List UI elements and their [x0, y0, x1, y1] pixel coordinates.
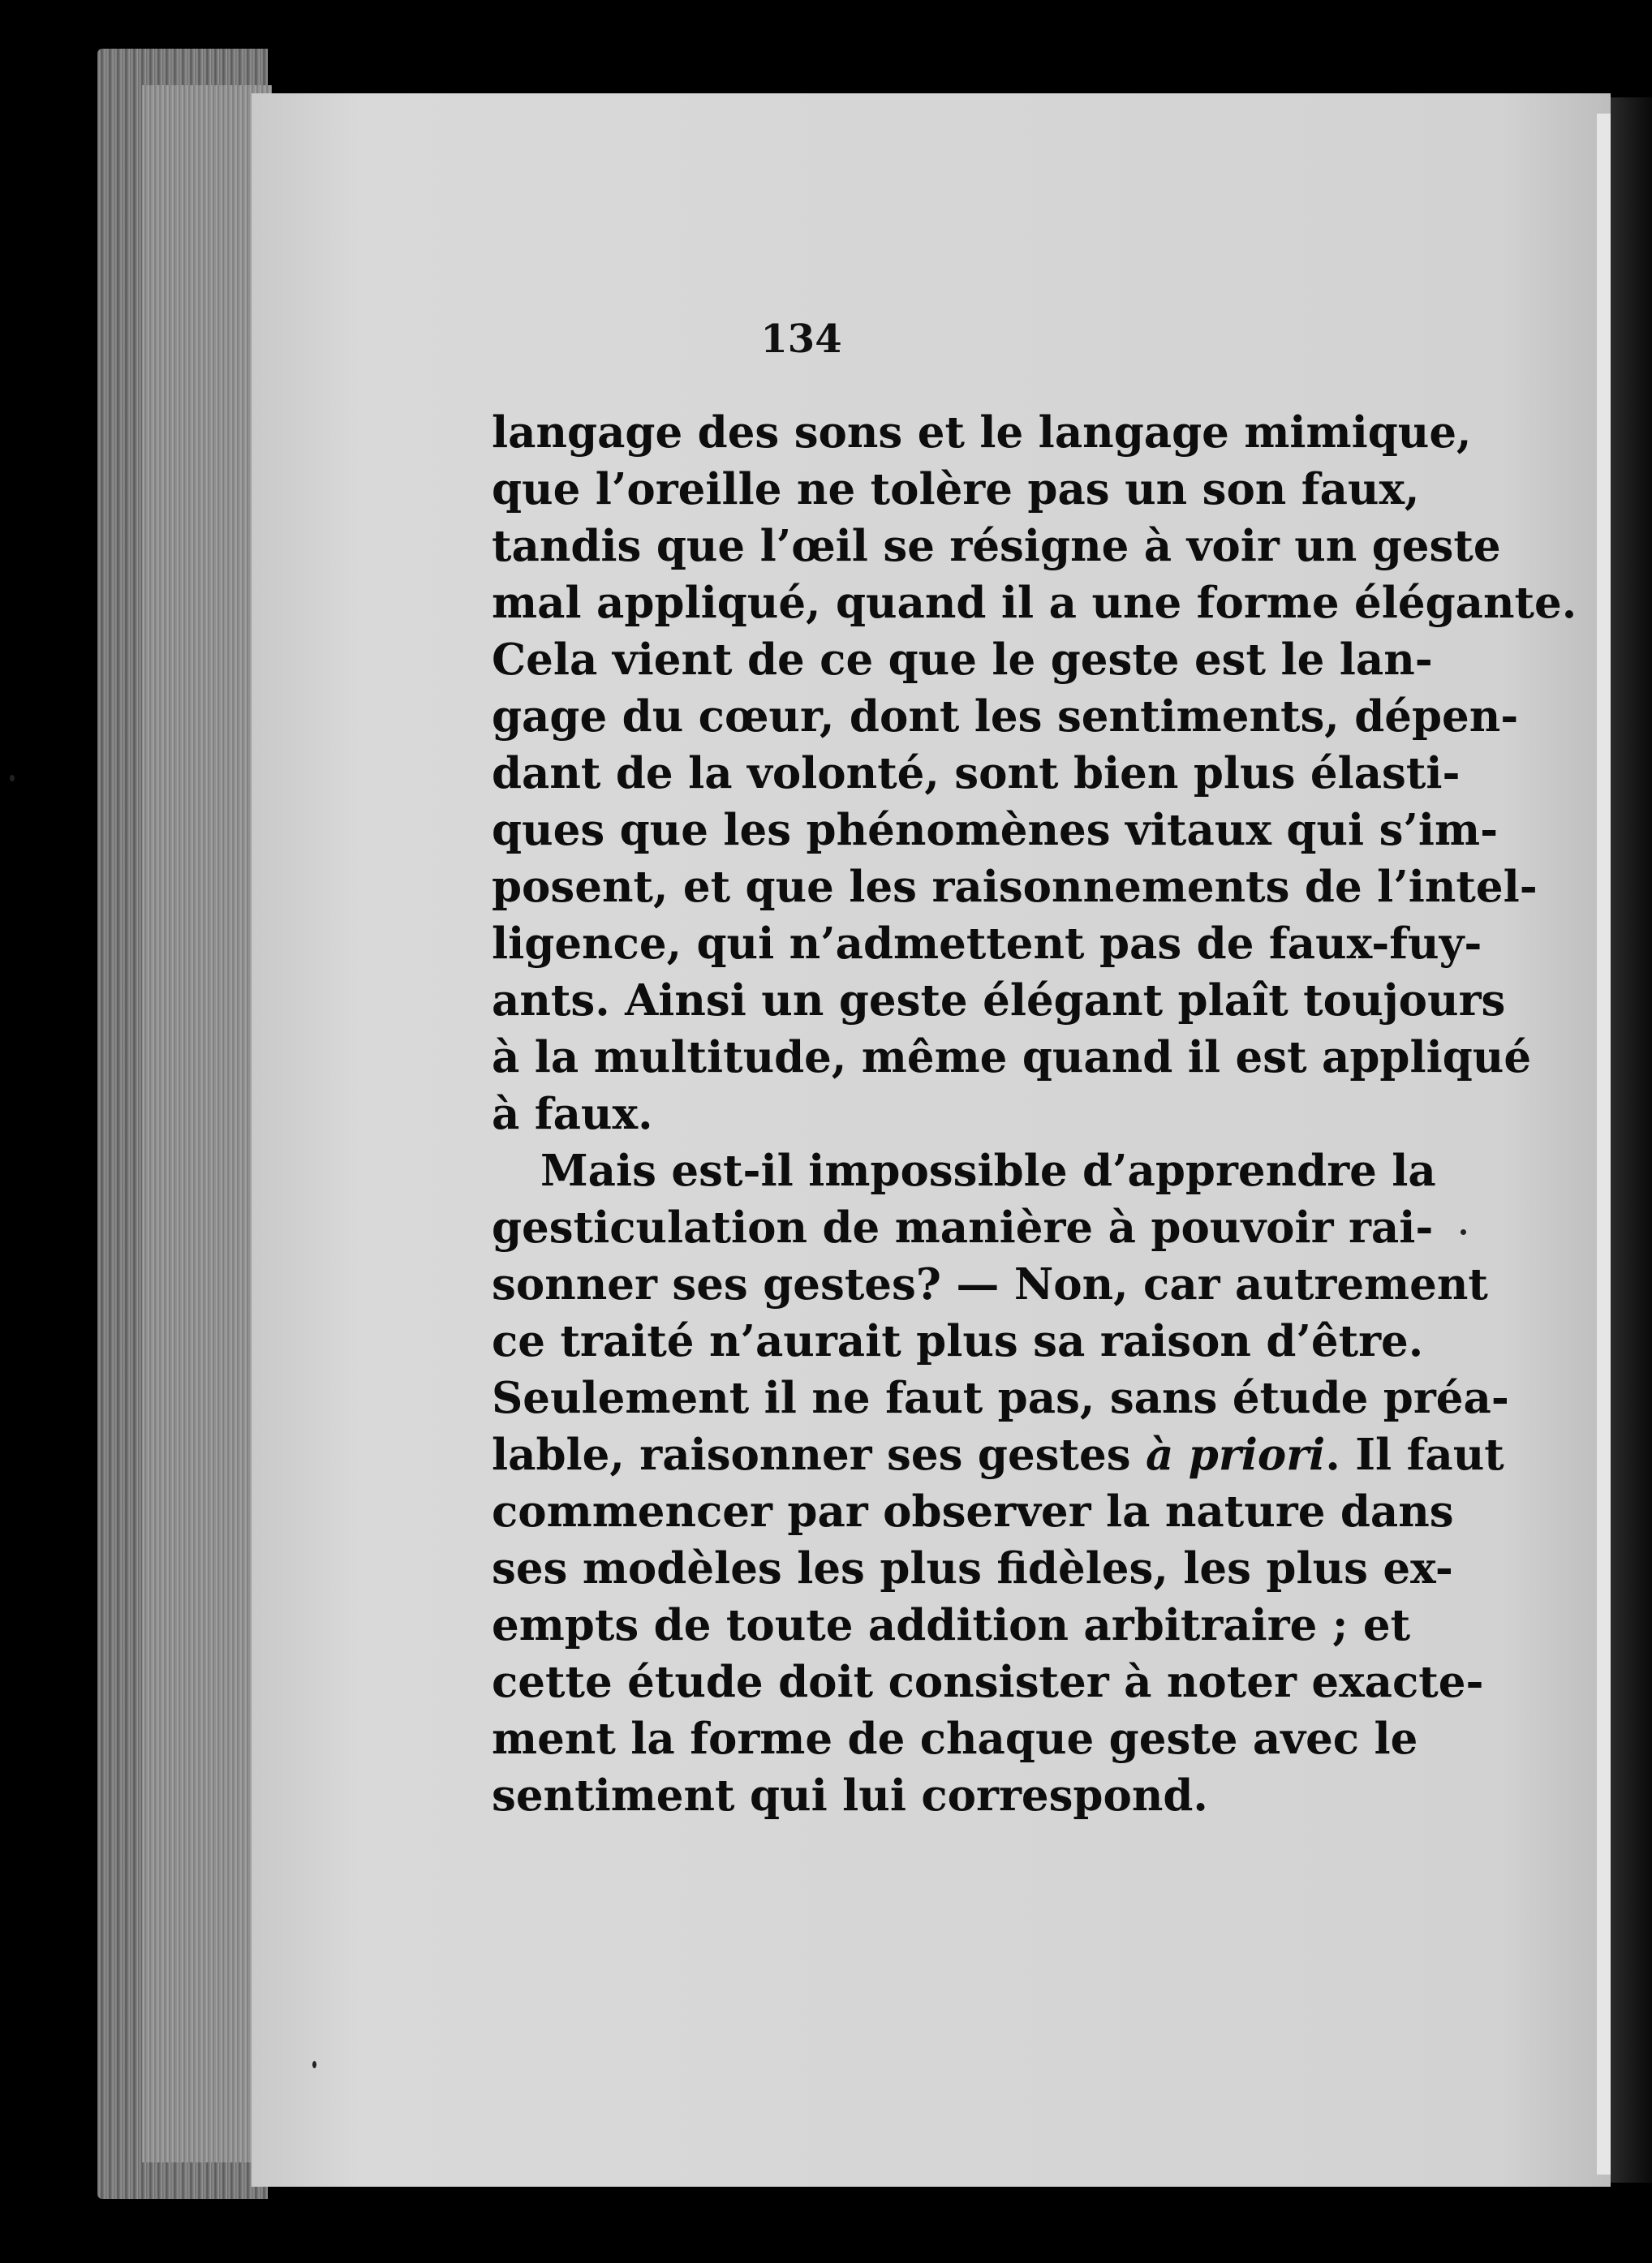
speck: [1461, 1229, 1466, 1235]
text-line: cette étude doit consister à noter exacte-: [492, 1657, 1484, 1707]
text-line: dant de la volonté, sont bien plus élasti-: [492, 748, 1461, 798]
body-text: [492, 404, 1577, 1824]
text-line: gage du cœur, dont les sentiments, dépen-: [492, 691, 1519, 742]
text-line: posent, et que les raisonnements de l’intel-: [492, 862, 1538, 912]
page-number: 134: [760, 316, 842, 362]
text-line: gesticulation de manière à pouvoir rai-: [492, 1202, 1434, 1253]
text-line: ment la forme de chaque geste avec le: [492, 1714, 1418, 1764]
text-line-mixed: [492, 1426, 1504, 1483]
text-line: ants. Ainsi un geste élégant plaît toujours: [492, 975, 1506, 1026]
text-line: ques que les phénomènes vitaux qui s’im-: [492, 805, 1499, 855]
text-line: que l’oreille ne tolère pas un son faux,: [492, 464, 1420, 514]
text-line: à la multitude, même quand il est appliqué: [492, 1032, 1532, 1082]
speck: [10, 775, 15, 781]
text-segment: lable, raisonner ses gestes: [492, 1430, 1131, 1480]
text-line: langage des sons et le langage mimique,: [492, 407, 1472, 458]
text-segment: . Il faut: [1325, 1430, 1504, 1480]
text-line: à faux.: [492, 1089, 653, 1139]
speck: [312, 2061, 316, 2068]
text-line: tandis que l’œil se résigne à voir un geste: [492, 521, 1501, 571]
text-line: empts de toute addition arbitraire ; et: [492, 1600, 1411, 1650]
text-line: ses modèles les plus fidèles, les plus ex-: [492, 1543, 1453, 1594]
text-line: mal appliqué, quand il a une forme élégante.: [492, 578, 1577, 628]
text-line: commencer par observer la nature dans: [492, 1486, 1454, 1537]
binding-shadow: [1611, 97, 1652, 2183]
text-line: sentiment qui lui correspond.: [492, 1770, 1208, 1821]
text-line: Seulement il ne faut pas, sans étude préa-: [492, 1373, 1509, 1423]
text-line: Mais est-il impossible d’apprendre la: [540, 1146, 1436, 1196]
text-line: ligence, qui n’admettent pas de faux-fuy-: [492, 919, 1482, 969]
text-line: sonner ses gestes? — Non, car autrement: [492, 1259, 1488, 1310]
text-line: ce traité n’aurait plus sa raison d’être.: [492, 1316, 1424, 1366]
italic-phrase: à priori: [1146, 1430, 1326, 1480]
text-line: Cela vient de ce que le geste est le lan-: [492, 635, 1433, 685]
